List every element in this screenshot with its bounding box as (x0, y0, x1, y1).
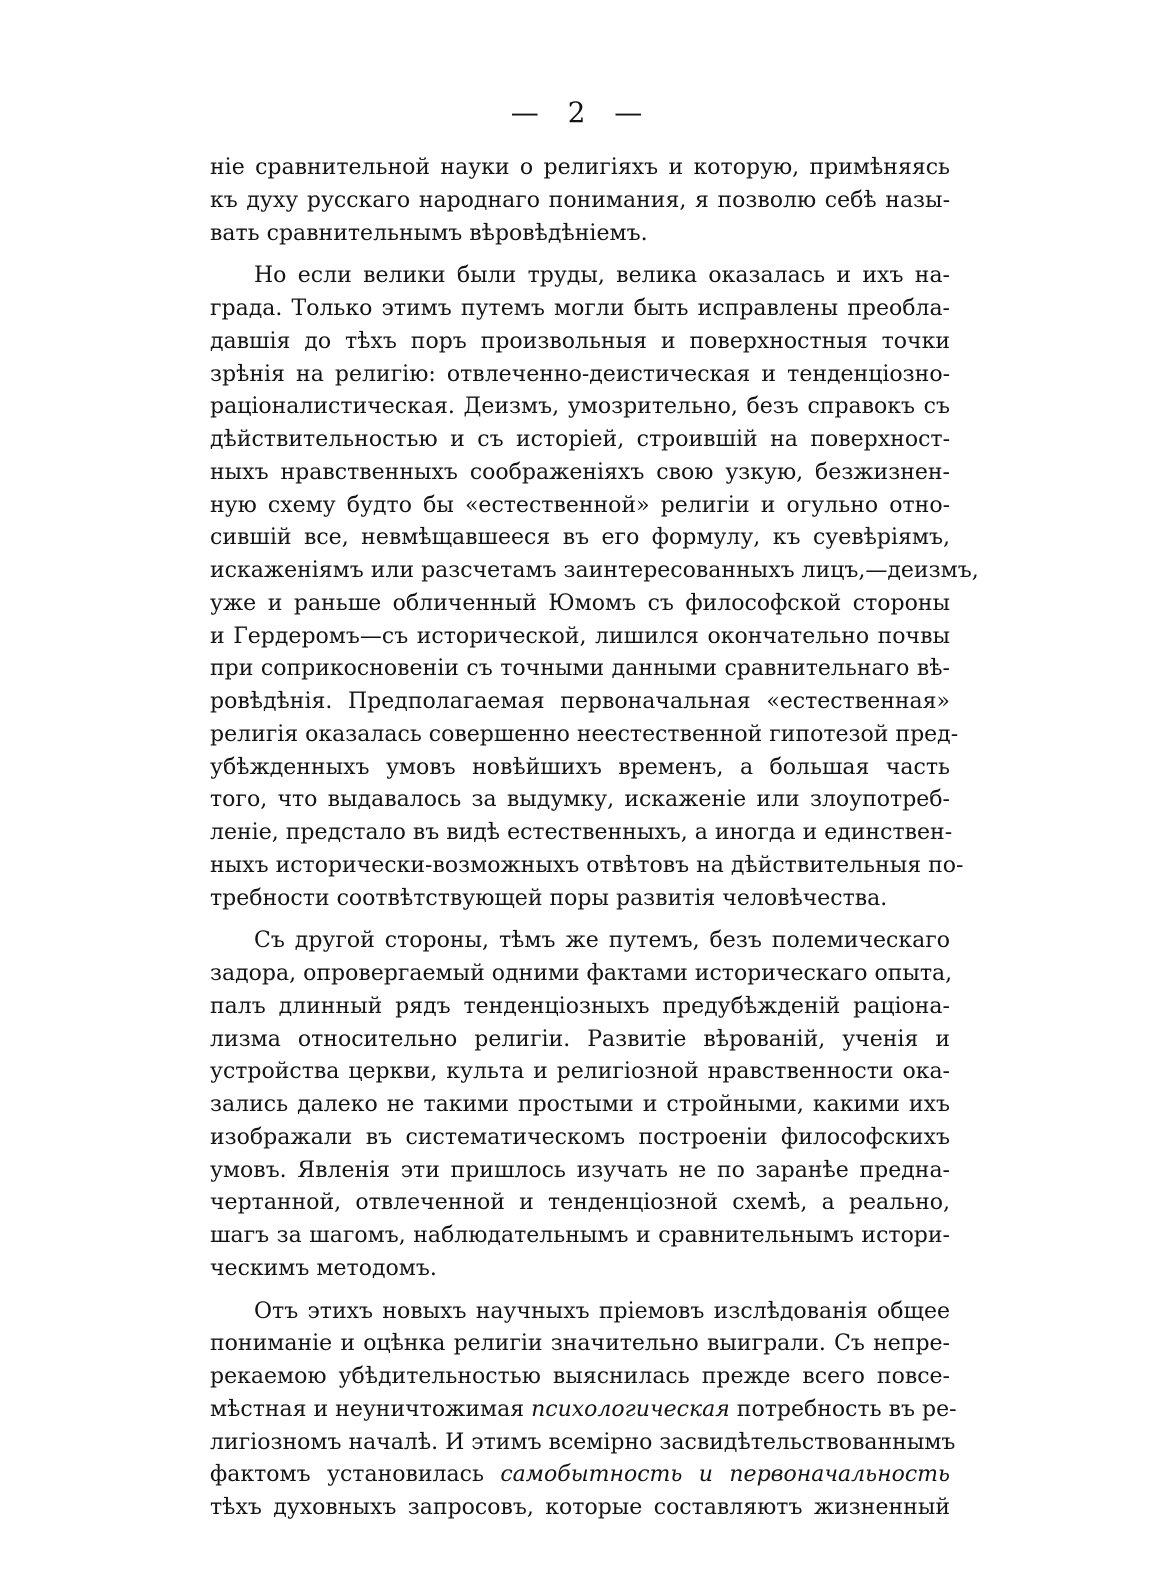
text-line-with-emphasis: фактомъ установилась самобытность и первоначальность (210, 1462, 951, 1488)
text-line: ровѣдѣнiя. Предполагаемая первоначальная «естественная» (210, 689, 950, 714)
text-line: уже и раньше обличенный Юмомъ съ философской стороны (210, 590, 950, 616)
paragraph-4 (210, 1296, 957, 1525)
text-line: Съ другой стороны, тѣмъ же путемъ, безъ полемическаго (254, 928, 950, 954)
emphasis-psychological: психологическая (531, 1396, 730, 1422)
text-line: того, что выдавалось за выдумку, искаженiе или злоупотреб- (210, 787, 950, 813)
text-line: лизма относительно религiи. Развитiе вѣрованiй, ученiя и (210, 1026, 950, 1052)
page-text (210, 152, 979, 1535)
paragraph-1 (210, 152, 950, 250)
text-line: зались далеко не такими простыми и стройными, какими ихъ (210, 1092, 950, 1117)
text-line: рекаемою убѣдительностью выяснилась прежде всего повсе- (210, 1364, 950, 1389)
text-line: лигiозномъ началѣ. И этимъ всемiрно засвидѣтельствованнымъ (210, 1429, 956, 1455)
text-line: ную схему будто бы «естественной» религiи и огульно отно- (210, 492, 950, 518)
paragraph-3 (210, 925, 953, 1285)
text-line: Но если велики были труды, велика оказалась и ихъ на- (254, 263, 950, 289)
text-line: пониманiе и оцѣнка религiи значительно выиграли. Съ непре- (210, 1331, 950, 1357)
text-line: шагъ за шагомъ, наблюдательнымъ и сравнительнымъ истори- (210, 1223, 950, 1248)
text-line: задора, опровергаемый одними фактами историческаго опыта, (210, 961, 953, 986)
text-line: палъ длинный рядъ тенденцiозныхъ предубѣжденiй рацiона- (210, 993, 950, 1019)
text-line: и Гердеромъ—съ исторической, лишился окончательно почвы (210, 623, 950, 649)
text-line: убѣжденныхъ умовъ новѣйшихъ временъ, а большая часть (210, 754, 950, 780)
text-line: къ духу русскаго народнаго понимания, я позволю себѣ назы- (210, 187, 950, 213)
text-line: религiя оказалась совершенно неестественной гипотезой пред- (210, 721, 959, 747)
page-number: — 2 — (510, 96, 653, 129)
text-line: сившiй все, невмѣщавшееся въ его формулу, къ суевѣрiямъ, (210, 525, 950, 551)
text-line: ныхъ нравственныхъ соображенiяхъ свою узкую, безжизнен- (210, 459, 950, 485)
text-line: зрѣнiя на религiю: отвлеченно-деистическая и тенденцiозно- (210, 361, 950, 387)
text-line: дѣйствительностью и съ исторiей, строившiй на поверхност- (210, 427, 950, 452)
text-line: умовъ. Явленiя эти пришлось изучать не по заранѣе предна- (210, 1157, 950, 1183)
text-line: града. Только этимъ путемъ могли быть исправлены преобла- (210, 296, 950, 321)
text-line: вать сравнительнымъ вѣровѣдѣнiемъ. (210, 220, 648, 246)
text-line: требности соотвѣтствующей поры развитiя человѣчества. (210, 885, 888, 911)
text-line: чертанной, отвлеченной и тенденцiозной схемѣ, а реально, (210, 1190, 950, 1216)
text-line: искаженiямъ или разсчетамъ заинтересованныхъ лицъ,—деизмъ, (210, 558, 979, 583)
text-line: при соприкосновенiи съ точными данными сравнительнаго вѣ- (210, 656, 950, 682)
text-line: ленiе, предстало въ видѣ естественныхъ, а иногда и единствен- (210, 820, 953, 845)
text-line: рацiоналистическая. Деизмъ, умозрительно, безъ справокъ съ (210, 394, 950, 420)
emphasis-originality: самобытность и первоначальность (500, 1462, 951, 1488)
paragraph-2 (210, 260, 979, 915)
text-line: ческимъ методомъ. (210, 1255, 437, 1281)
text-line-with-emphasis: мѣстная и неуничтожимая психологическая потребность въ ре- (210, 1396, 957, 1422)
text-line: давшiя до тѣхъ поръ произвольныя и поверхностныя точки (210, 328, 950, 354)
text-line: ныхъ исторически-возможныхъ отвѣтовъ на дѣйствительныя по- (210, 852, 964, 878)
text-line: изображали въ систематическомъ построенiи философскихъ (210, 1124, 950, 1150)
text-line: тѣхъ духовныхъ запросовъ, которые составляютъ жизненный (210, 1495, 950, 1520)
text-line: устройства церкви, культа и религiозной нравственности ока- (210, 1059, 950, 1085)
text-line: нiе сравнительной науки о религiяхъ и которую, примѣняясь (210, 155, 950, 180)
text-line: Отъ этихъ новыхъ научныхъ прiемовъ изслѣдованiя общее (254, 1298, 950, 1324)
